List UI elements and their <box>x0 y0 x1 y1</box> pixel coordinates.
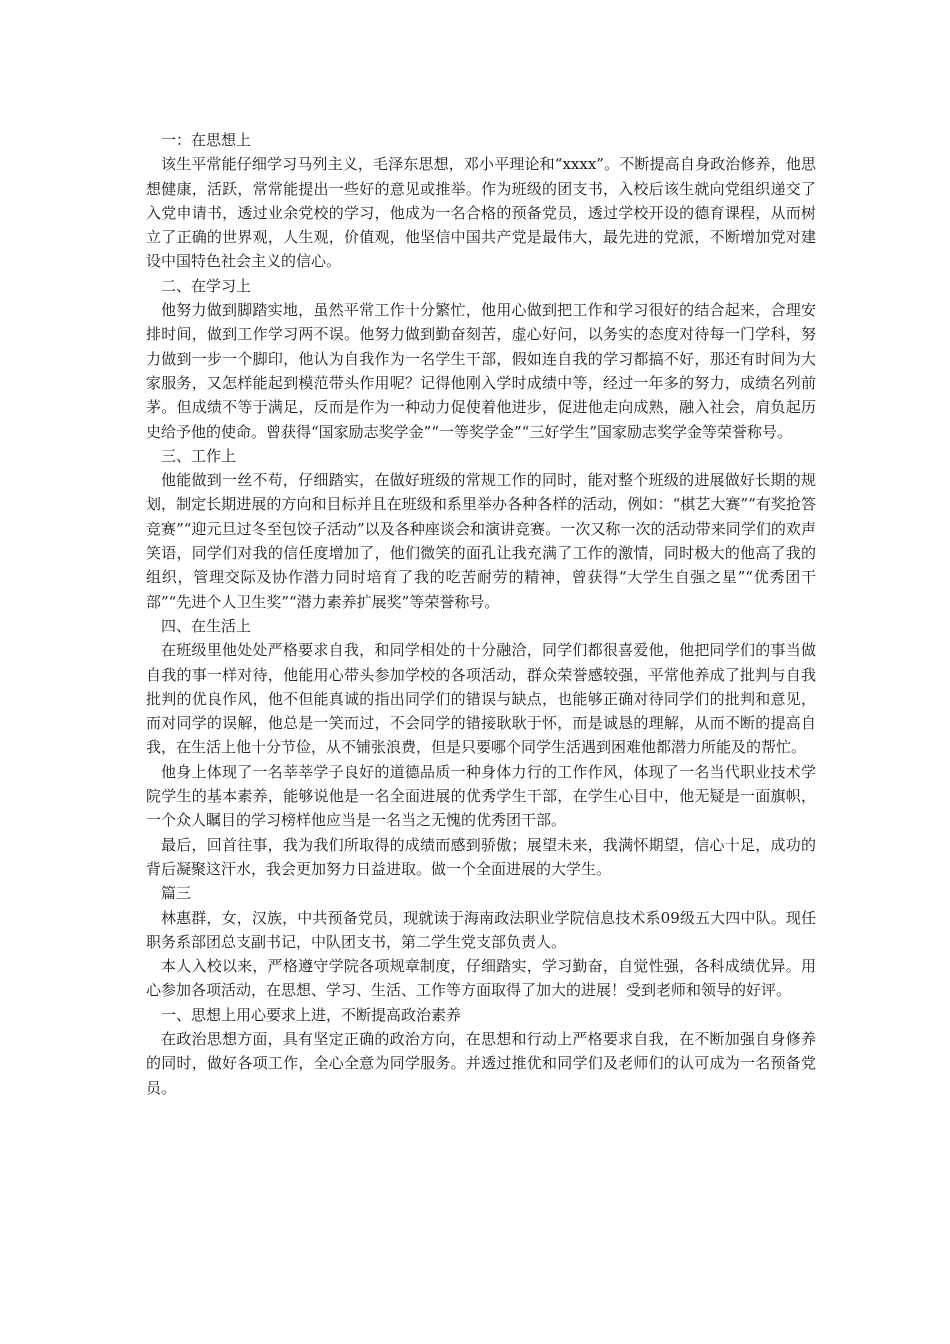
paragraph-life: 在班级里他处处严格要求自我，和同学相处的十分融洽，同学们都很喜爱他，他把同学们的事当做自我的事一样对待，他能用心带头参加学校的各项活动，群众荣誉感较强，平常他养成了批判与自我批判的优良作风，他不但能真诚的指出同学们的错误与缺点，也能够正确对待同学们的批判和意见，而对同学的误解，他总是一笑而过，不会同学的错接耿耿于怀，而是诚恳的理解，从而不断的提高自我，在生活上他十分节俭，从不铺张浪费，但是只要哪个同学生活遇到困难他都潜力所能及的帮忙。 <box>146 641 816 757</box>
document-body <box>146 128 816 1100</box>
section-heading-life: 四、在生活上 <box>161 616 252 635</box>
section-heading-thought: 一：在思想上 <box>161 131 252 149</box>
paragraph-closing: 最后，回首往事，我为我们所取得的成绩而感到骄傲；展望未来，我满怀期望，信心十足，成功的背后凝聚这汗水，我会更加努力日益进取。做一个全面进展的大学生。 <box>146 835 816 878</box>
section-heading-political: 一、思想上用心要求上进，不断提高政治素养 <box>161 1005 462 1024</box>
section-heading-study: 二、在学习上 <box>161 276 252 295</box>
paragraph-intro: 林惠群，女，汉族，中共预备党员，现就读于海南政法职业学院信息技术系09级五大四中队。现任职务系部团总支副书记，中队团支书，第二学生党支部负责人。 <box>146 908 816 951</box>
paragraph-summary: 他身上体现了一名莘莘学子良好的道德品质一种身体力行的工作作风，体现了一名当代职业技术学院学生的基本素养，能够说他是一名全面进展的优秀学生干部，在学生心目中，他无疑是一面旗帜，一个众人瞩目的学习榜样他应当是一名当之无愧的优秀团干部。 <box>146 762 816 830</box>
paragraph-political: 在政治思想方面，具有坚定正确的政治方向，在思想和行动上严格要求自我，在不断加强自身修养的同时，做好各项工作，全心全意为同学服务。并透过推优和同学们及老师们的认可成为一名预备党员。 <box>146 1029 816 1097</box>
paragraph-overview: 本人入校以来，严格遵守学院各项规章制度，仔细踏实，学习勤奋，自觉性强，各科成绩优异。用心参加各项活动，在思想、学习、生活、工作等方面取得了加大的进展！受到老师和领导的好评。 <box>146 957 816 1000</box>
article-heading-part-three: 篇三 <box>161 884 192 903</box>
paragraph-work: 他能做到一丝不苟，仔细踏实，在做好班级的常规工作的同时，能对整个班级的进展做好长期的规划，制定长期进展的方向和目标并且在班级和系里举办各种各样的活动，例如：“棋艺大赛”“有奖抢答竞赛”“迎元旦过冬至包饺子活动”以及各种座谈会和演讲竞赛。一次又称一次的活动带来同学们的欢声笑语，同学们对我的信任度增加了，他们微笑的面孔让我充满了工作的激情，同时极大的他高了我的组织，管理交际及协作潜力同时培育了我的吃苦耐劳的精神，曾获得“大学生自强之星”“优秀团干部”“先进个人卫生奖”“潜力素养扩展奖”等荣誉称号。 <box>146 471 816 611</box>
paragraph-thought: 该生平常能仔细学习马列主义，毛泽东思想，邓小平理论和“xxxx”。不断提高自身政治修养，他思想健康，活跃，常常能提出一些好的意见或推举。作为班级的团支书，入校后该生就向党组织递交了入党申请书，透过业余党校的学习，他成为一名合格的预备党员，透过学校开设的德育课程，从而树立了正确的世界观，人生观，价值观，他坚信中国共产党是最伟大，最先进的党派，不断增加党对建设中国特色社会主义的信心。 <box>146 155 816 271</box>
paragraph-study: 他努力做到脚踏实地，虽然平常工作十分繁忙，他用心做到把工作和学习很好的结合起来，合理安排时间，做到工作学习两不误。他努力做到勤奋刻苦，虚心好问，以务实的态度对待每一门学科，努力做到一步一个脚印，他认为自我作为一名学生干部，假如连自我的学习都搞不好，那还有时间为大家服务，又怎样能起到模范带头作用呢？记得他刚入学时成绩中等，经过一年多的努力，成绩名列前茅。但成绩不等于满足，反而是作为一种动力促使着他进步，促进他走向成熟，融入社会，肩负起历史给予他的使命。曾获得“国家励志奖学金”“一等奖学金”“三好学生”国家励志奖学金等荣誉称号。 <box>146 301 816 441</box>
section-heading-work: 三、工作上 <box>161 446 237 465</box>
